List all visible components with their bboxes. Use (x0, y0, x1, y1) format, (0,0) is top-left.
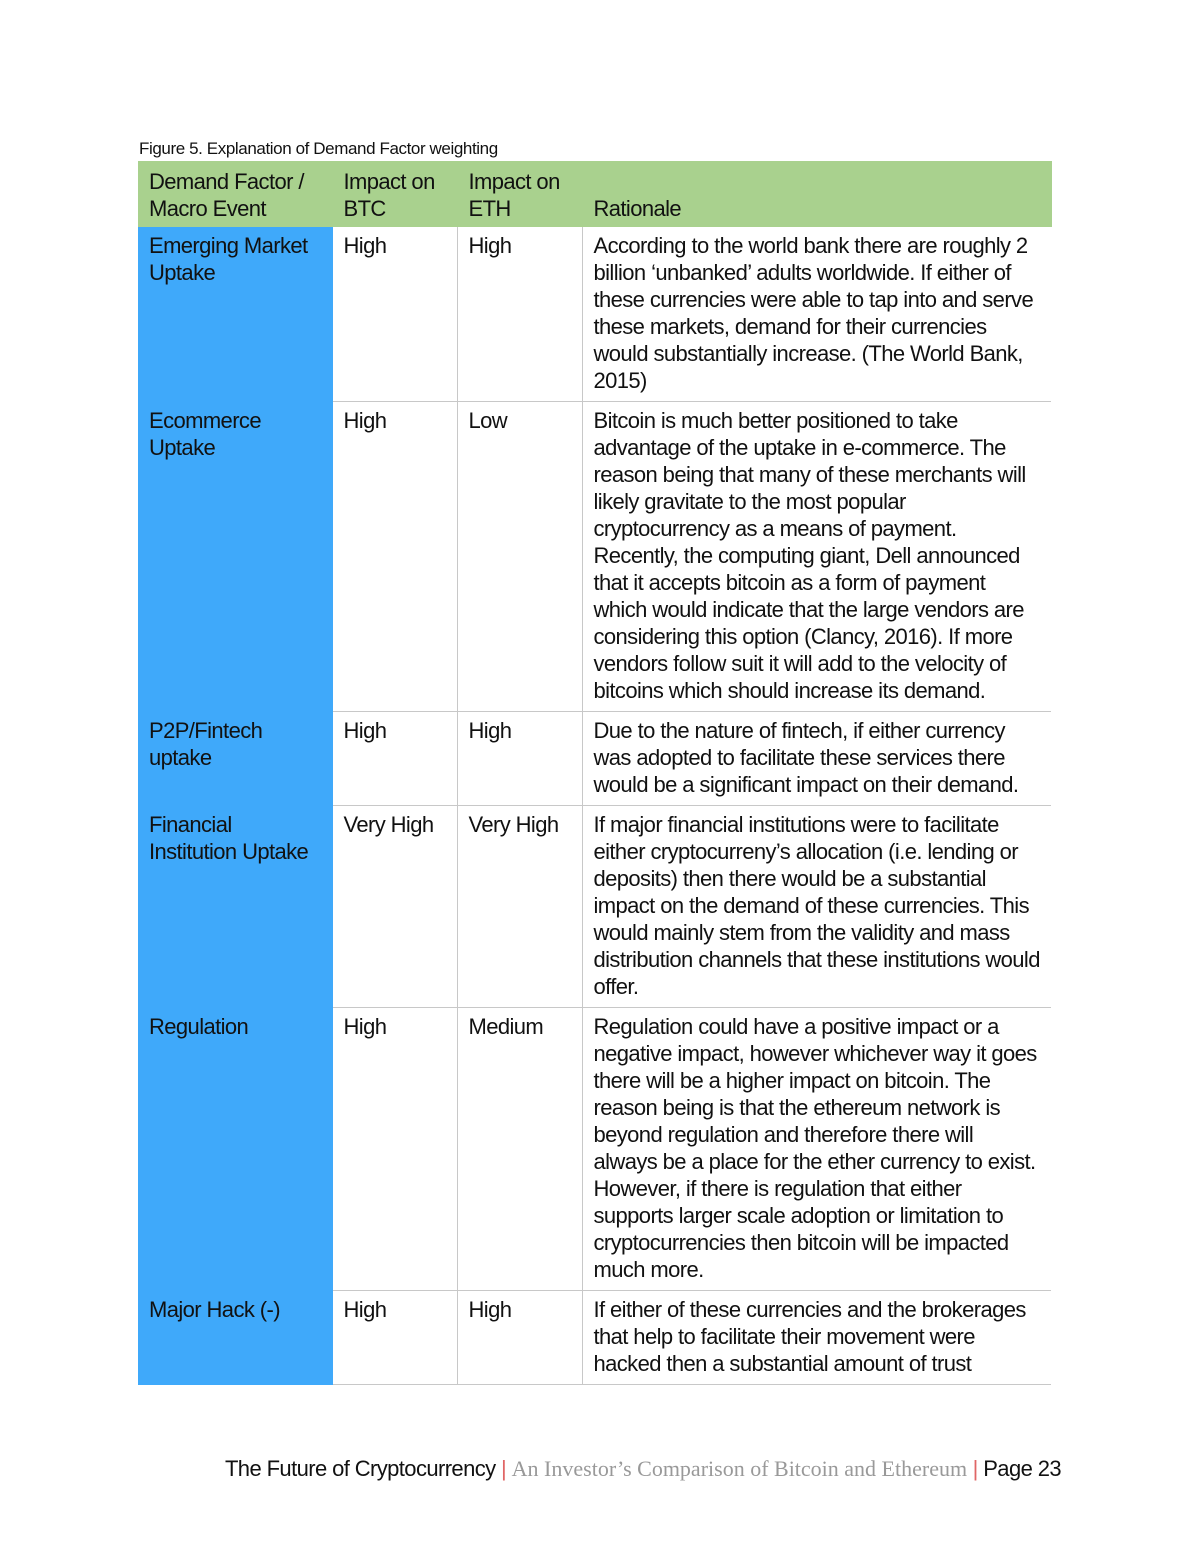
factor-cell: Regulation (138, 1008, 332, 1291)
table-row (138, 1008, 1051, 1291)
rationale-cell: If major financial institutions were to facilitate either cryptocurreny’s allocation (i.e. lending or deposits) then there would be a substantial impact on the demand of these currencies. This would mainly stem from the validity and mass distribution channels that these institutions would offer. (582, 806, 1051, 1008)
header-impact-btc: Impact on BTC (332, 161, 457, 227)
factor-cell: P2P/Fintech uptake (138, 712, 332, 806)
rationale-cell: Due to the nature of fintech, if either currency was adopted to facilitate these services there would be a significant impact on their demand. (582, 712, 1051, 806)
btc-impact-cell: High (332, 1291, 457, 1385)
btc-impact-cell: High (332, 227, 457, 402)
btc-impact-cell: Very High (332, 806, 457, 1008)
eth-impact-cell: Low (457, 402, 582, 712)
rationale-cell: Regulation could have a positive impact or a negative impact, however whichever way it goes there will be a higher impact on bitcoin. The reason being is that the ethereum network is beyond regulation and therefore there will always be a place for the ether currency to exist. However, if there is regulation that either supports larger scale adoption or limitation to cryptocurrencies then bitcoin will be impacted much more. (582, 1008, 1051, 1291)
footer-title: The Future of Cryptocurrency (224, 1456, 496, 1481)
rationale-cell: If either of these currencies and the brokerages that help to facilitate their movement were hacked then a substantial amount of trust (582, 1291, 1051, 1385)
page-footer (225, 1456, 1061, 1482)
factor-cell: Major Hack (-) (138, 1291, 332, 1385)
footer-separator: | (501, 1456, 507, 1481)
eth-impact-cell: High (457, 227, 582, 402)
table-row (138, 712, 1051, 806)
demand-factor-table (138, 161, 1052, 1385)
page-number: Page 23 (983, 1456, 1061, 1481)
footer-separator: | (972, 1456, 978, 1481)
header-rationale: Rationale (582, 161, 1051, 227)
table-header-row (138, 161, 1051, 227)
btc-impact-cell: High (332, 402, 457, 712)
eth-impact-cell: Very High (457, 806, 582, 1008)
factor-cell: Emerging Market Uptake (138, 227, 332, 402)
btc-impact-cell: High (332, 712, 457, 806)
table-row (138, 1291, 1051, 1385)
eth-impact-cell: Medium (457, 1008, 582, 1291)
table-row (138, 227, 1051, 402)
footer-subtitle: An Investor’s Comparison of Bitcoin and Ethereum (511, 1456, 968, 1481)
figure-caption: Figure 5. Explanation of Demand Factor weighting (139, 139, 498, 158)
factor-cell: Ecommerce Uptake (138, 402, 332, 712)
header-demand-factor: Demand Factor / Macro Event (138, 161, 332, 227)
eth-impact-cell: High (457, 1291, 582, 1385)
table-row (138, 806, 1051, 1008)
eth-impact-cell: High (457, 712, 582, 806)
rationale-cell: Bitcoin is much better positioned to take advantage of the uptake in e-commerce. The reason being that many of these merchants will likely gravitate to the most popular cryptocurrency as a means of payment. Recently, the computing giant, Dell announced that it accepts bitcoin as a form of payment which would indicate that the large vendors are considering this option (Clancy, 2016). If more vendors follow suit it will add to the velocity of bitcoins which should increase its demand. (582, 402, 1051, 712)
factor-cell: Financial Institution Uptake (138, 806, 332, 1008)
rationale-cell: According to the world bank there are roughly 2 billion ‘unbanked’ adults worldwide. If either of these currencies were able to tap into and serve these markets, demand for their currencies would substantially increase. (The World Bank, 2015) (582, 227, 1051, 402)
table-row (138, 402, 1051, 712)
header-impact-eth: Impact on ETH (457, 161, 582, 227)
btc-impact-cell: High (332, 1008, 457, 1291)
